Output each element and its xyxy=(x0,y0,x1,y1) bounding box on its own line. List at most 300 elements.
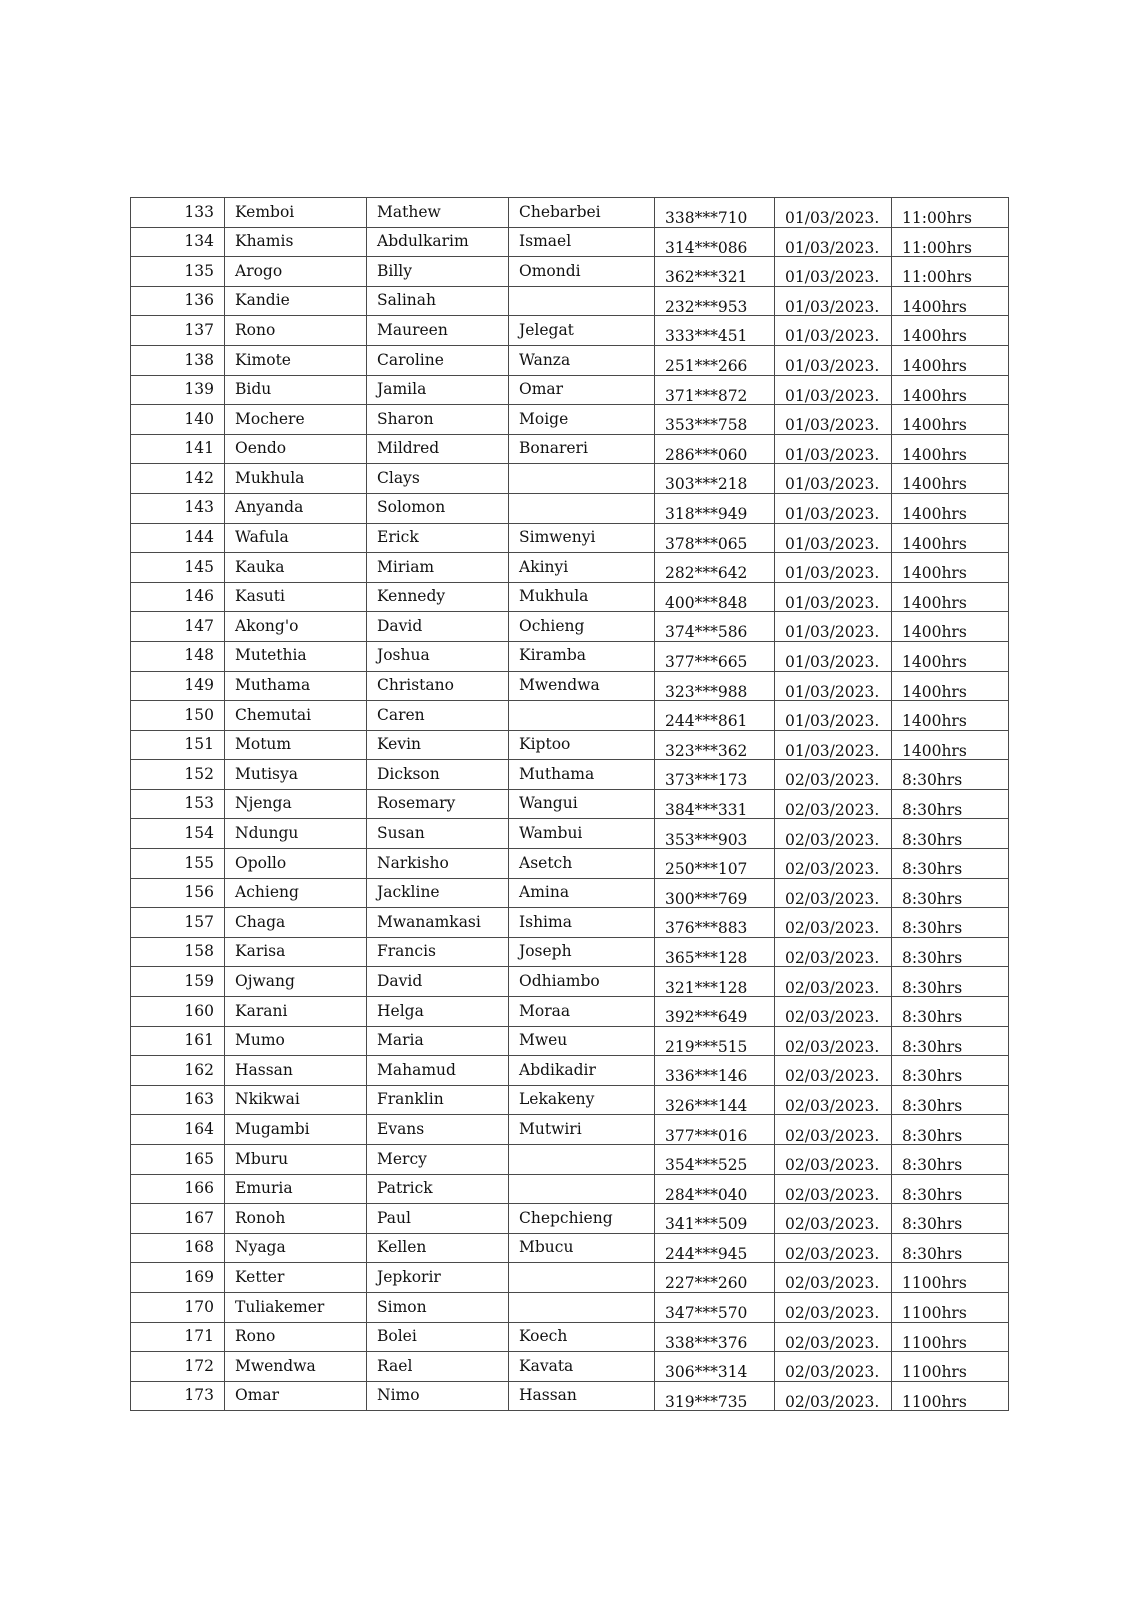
first-name-cell: Joshua xyxy=(367,641,509,671)
time-cell: 1100hrs xyxy=(892,1381,1009,1411)
time-cell: 1400hrs xyxy=(892,316,1009,346)
first-name-cell: Jamila xyxy=(367,375,509,405)
id-number-cell: 377***665 xyxy=(655,641,775,671)
id-number-cell: 321***128 xyxy=(655,967,775,997)
date-cell: 02/03/2023. xyxy=(775,1145,892,1175)
table-row xyxy=(131,582,1009,612)
first-name-cell: Jackline xyxy=(367,878,509,908)
id-number-cell: 374***586 xyxy=(655,612,775,642)
other-name-cell: Wambui xyxy=(509,819,655,849)
row-number-cell: 161 xyxy=(131,1026,225,1056)
other-name-cell: Mbucu xyxy=(509,1233,655,1263)
row-number-cell: 151 xyxy=(131,730,225,760)
other-name-cell xyxy=(509,1263,655,1293)
row-number-cell: 140 xyxy=(131,405,225,435)
id-number-cell: 323***988 xyxy=(655,671,775,701)
id-number-cell: 362***321 xyxy=(655,257,775,287)
first-name-cell: Helga xyxy=(367,997,509,1027)
surname-cell: Rono xyxy=(225,1322,367,1352)
date-cell: 01/03/2023. xyxy=(775,198,892,228)
first-name-cell: Clays xyxy=(367,464,509,494)
other-name-cell: Kiramba xyxy=(509,641,655,671)
surname-cell: Ojwang xyxy=(225,967,367,997)
roster-table xyxy=(130,197,1009,1411)
surname-cell: Njenga xyxy=(225,789,367,819)
surname-cell: Mutisya xyxy=(225,760,367,790)
surname-cell: Hassan xyxy=(225,1056,367,1086)
id-number-cell: 250***107 xyxy=(655,849,775,879)
row-number-cell: 146 xyxy=(131,582,225,612)
other-name-cell: Mutwiri xyxy=(509,1115,655,1145)
first-name-cell: Bolei xyxy=(367,1322,509,1352)
surname-cell: Akong'o xyxy=(225,612,367,642)
time-cell: 1400hrs xyxy=(892,464,1009,494)
id-number-cell: 303***218 xyxy=(655,464,775,494)
first-name-cell: Franklin xyxy=(367,1085,509,1115)
table-row xyxy=(131,227,1009,257)
date-cell: 01/03/2023. xyxy=(775,641,892,671)
row-number-cell: 166 xyxy=(131,1174,225,1204)
other-name-cell: Chebarbei xyxy=(509,198,655,228)
date-cell: 02/03/2023. xyxy=(775,1174,892,1204)
id-number-cell: 251***266 xyxy=(655,345,775,375)
surname-cell: Kasuti xyxy=(225,582,367,612)
id-number-cell: 371***872 xyxy=(655,375,775,405)
surname-cell: Arogo xyxy=(225,257,367,287)
table-row xyxy=(131,908,1009,938)
surname-cell: Karisa xyxy=(225,937,367,967)
row-number-cell: 145 xyxy=(131,553,225,583)
id-number-cell: 347***570 xyxy=(655,1292,775,1322)
surname-cell: Achieng xyxy=(225,878,367,908)
row-number-cell: 139 xyxy=(131,375,225,405)
date-cell: 02/03/2023. xyxy=(775,878,892,908)
row-number-cell: 162 xyxy=(131,1056,225,1086)
other-name-cell xyxy=(509,286,655,316)
time-cell: 8:30hrs xyxy=(892,1085,1009,1115)
id-number-cell: 286***060 xyxy=(655,434,775,464)
time-cell: 1400hrs xyxy=(892,582,1009,612)
time-cell: 8:30hrs xyxy=(892,1145,1009,1175)
first-name-cell: Solomon xyxy=(367,493,509,523)
other-name-cell: Odhiambo xyxy=(509,967,655,997)
first-name-cell: Mwanamkasi xyxy=(367,908,509,938)
id-number-cell: 353***758 xyxy=(655,405,775,435)
surname-cell: Nkikwai xyxy=(225,1085,367,1115)
time-cell: 8:30hrs xyxy=(892,1056,1009,1086)
first-name-cell: Kevin xyxy=(367,730,509,760)
id-number-cell: 319***735 xyxy=(655,1381,775,1411)
other-name-cell: Simwenyi xyxy=(509,523,655,553)
roster-table-body xyxy=(131,198,1009,1411)
date-cell: 01/03/2023. xyxy=(775,730,892,760)
table-row xyxy=(131,1233,1009,1263)
other-name-cell xyxy=(509,1174,655,1204)
date-cell: 02/03/2023. xyxy=(775,937,892,967)
other-name-cell: Kavata xyxy=(509,1352,655,1382)
time-cell: 8:30hrs xyxy=(892,937,1009,967)
date-cell: 01/03/2023. xyxy=(775,523,892,553)
table-row xyxy=(131,1145,1009,1175)
first-name-cell: Caroline xyxy=(367,345,509,375)
id-number-cell: 232***953 xyxy=(655,286,775,316)
time-cell: 8:30hrs xyxy=(892,997,1009,1027)
row-number-cell: 169 xyxy=(131,1263,225,1293)
time-cell: 1400hrs xyxy=(892,405,1009,435)
other-name-cell: Joseph xyxy=(509,937,655,967)
other-name-cell xyxy=(509,1292,655,1322)
id-number-cell: 377***016 xyxy=(655,1115,775,1145)
row-number-cell: 156 xyxy=(131,878,225,908)
surname-cell: Emuria xyxy=(225,1174,367,1204)
first-name-cell: Francis xyxy=(367,937,509,967)
first-name-cell: Sharon xyxy=(367,405,509,435)
time-cell: 1400hrs xyxy=(892,286,1009,316)
time-cell: 1400hrs xyxy=(892,434,1009,464)
other-name-cell xyxy=(509,464,655,494)
other-name-cell: Mukhula xyxy=(509,582,655,612)
table-row xyxy=(131,1322,1009,1352)
id-number-cell: 365***128 xyxy=(655,937,775,967)
id-number-cell: 378***065 xyxy=(655,523,775,553)
table-row xyxy=(131,316,1009,346)
date-cell: 02/03/2023. xyxy=(775,1292,892,1322)
date-cell: 01/03/2023. xyxy=(775,434,892,464)
first-name-cell: Mildred xyxy=(367,434,509,464)
other-name-cell: Jelegat xyxy=(509,316,655,346)
date-cell: 02/03/2023. xyxy=(775,1204,892,1234)
other-name-cell: Chepchieng xyxy=(509,1204,655,1234)
time-cell: 8:30hrs xyxy=(892,908,1009,938)
id-number-cell: 338***710 xyxy=(655,198,775,228)
time-cell: 1100hrs xyxy=(892,1322,1009,1352)
time-cell: 1400hrs xyxy=(892,345,1009,375)
table-row xyxy=(131,937,1009,967)
row-number-cell: 154 xyxy=(131,819,225,849)
other-name-cell xyxy=(509,701,655,731)
time-cell: 8:30hrs xyxy=(892,1026,1009,1056)
row-number-cell: 155 xyxy=(131,849,225,879)
time-cell: 1400hrs xyxy=(892,523,1009,553)
time-cell: 1400hrs xyxy=(892,553,1009,583)
date-cell: 02/03/2023. xyxy=(775,1322,892,1352)
date-cell: 01/03/2023. xyxy=(775,612,892,642)
first-name-cell: Susan xyxy=(367,819,509,849)
surname-cell: Omar xyxy=(225,1381,367,1411)
other-name-cell: Abdikadir xyxy=(509,1056,655,1086)
date-cell: 02/03/2023. xyxy=(775,1263,892,1293)
id-number-cell: 400***848 xyxy=(655,582,775,612)
row-number-cell: 157 xyxy=(131,908,225,938)
id-number-cell: 373***173 xyxy=(655,760,775,790)
first-name-cell: Billy xyxy=(367,257,509,287)
row-number-cell: 153 xyxy=(131,789,225,819)
row-number-cell: 138 xyxy=(131,345,225,375)
time-cell: 11:00hrs xyxy=(892,198,1009,228)
table-row xyxy=(131,819,1009,849)
surname-cell: Rono xyxy=(225,316,367,346)
date-cell: 02/03/2023. xyxy=(775,1085,892,1115)
other-name-cell: Kiptoo xyxy=(509,730,655,760)
date-cell: 01/03/2023. xyxy=(775,405,892,435)
row-number-cell: 147 xyxy=(131,612,225,642)
first-name-cell: Erick xyxy=(367,523,509,553)
row-number-cell: 152 xyxy=(131,760,225,790)
row-number-cell: 144 xyxy=(131,523,225,553)
other-name-cell: Omar xyxy=(509,375,655,405)
surname-cell: Karani xyxy=(225,997,367,1027)
time-cell: 8:30hrs xyxy=(892,1174,1009,1204)
surname-cell: Muthama xyxy=(225,671,367,701)
other-name-cell: Ishima xyxy=(509,908,655,938)
surname-cell: Ketter xyxy=(225,1263,367,1293)
date-cell: 01/03/2023. xyxy=(775,464,892,494)
first-name-cell: Jepkorir xyxy=(367,1263,509,1293)
id-number-cell: 326***144 xyxy=(655,1085,775,1115)
surname-cell: Kauka xyxy=(225,553,367,583)
row-number-cell: 171 xyxy=(131,1322,225,1352)
first-name-cell: David xyxy=(367,612,509,642)
table-row xyxy=(131,1263,1009,1293)
other-name-cell xyxy=(509,1145,655,1175)
row-number-cell: 141 xyxy=(131,434,225,464)
surname-cell: Mutethia xyxy=(225,641,367,671)
other-name-cell: Asetch xyxy=(509,849,655,879)
time-cell: 1400hrs xyxy=(892,730,1009,760)
id-number-cell: 300***769 xyxy=(655,878,775,908)
date-cell: 01/03/2023. xyxy=(775,345,892,375)
row-number-cell: 173 xyxy=(131,1381,225,1411)
surname-cell: Motum xyxy=(225,730,367,760)
table-row xyxy=(131,257,1009,287)
table-row xyxy=(131,1026,1009,1056)
surname-cell: Tuliakemer xyxy=(225,1292,367,1322)
time-cell: 11:00hrs xyxy=(892,257,1009,287)
table-row xyxy=(131,730,1009,760)
surname-cell: Ronoh xyxy=(225,1204,367,1234)
date-cell: 01/03/2023. xyxy=(775,493,892,523)
other-name-cell: Omondi xyxy=(509,257,655,287)
surname-cell: Mochere xyxy=(225,405,367,435)
other-name-cell: Ochieng xyxy=(509,612,655,642)
date-cell: 01/03/2023. xyxy=(775,582,892,612)
date-cell: 01/03/2023. xyxy=(775,316,892,346)
first-name-cell: Mathew xyxy=(367,198,509,228)
id-number-cell: 353***903 xyxy=(655,819,775,849)
surname-cell: Bidu xyxy=(225,375,367,405)
row-number-cell: 170 xyxy=(131,1292,225,1322)
other-name-cell: Ismael xyxy=(509,227,655,257)
time-cell: 8:30hrs xyxy=(892,849,1009,879)
first-name-cell: Mercy xyxy=(367,1145,509,1175)
row-number-cell: 137 xyxy=(131,316,225,346)
row-number-cell: 148 xyxy=(131,641,225,671)
row-number-cell: 158 xyxy=(131,937,225,967)
first-name-cell: Maria xyxy=(367,1026,509,1056)
table-row xyxy=(131,701,1009,731)
surname-cell: Mugambi xyxy=(225,1115,367,1145)
row-number-cell: 168 xyxy=(131,1233,225,1263)
date-cell: 02/03/2023. xyxy=(775,967,892,997)
table-row xyxy=(131,1381,1009,1411)
time-cell: 1400hrs xyxy=(892,612,1009,642)
id-number-cell: 333***451 xyxy=(655,316,775,346)
date-cell: 01/03/2023. xyxy=(775,286,892,316)
time-cell: 1400hrs xyxy=(892,493,1009,523)
surname-cell: Chaga xyxy=(225,908,367,938)
surname-cell: Mumo xyxy=(225,1026,367,1056)
table-row xyxy=(131,789,1009,819)
table-row xyxy=(131,493,1009,523)
table-row xyxy=(131,1352,1009,1382)
surname-cell: Chemutai xyxy=(225,701,367,731)
id-number-cell: 318***949 xyxy=(655,493,775,523)
time-cell: 8:30hrs xyxy=(892,760,1009,790)
first-name-cell: Patrick xyxy=(367,1174,509,1204)
date-cell: 02/03/2023. xyxy=(775,760,892,790)
first-name-cell: Caren xyxy=(367,701,509,731)
row-number-cell: 142 xyxy=(131,464,225,494)
row-number-cell: 160 xyxy=(131,997,225,1027)
time-cell: 8:30hrs xyxy=(892,1115,1009,1145)
table-row xyxy=(131,286,1009,316)
surname-cell: Mukhula xyxy=(225,464,367,494)
date-cell: 02/03/2023. xyxy=(775,997,892,1027)
table-row xyxy=(131,760,1009,790)
date-cell: 02/03/2023. xyxy=(775,1056,892,1086)
surname-cell: Nyaga xyxy=(225,1233,367,1263)
time-cell: 1400hrs xyxy=(892,671,1009,701)
surname-cell: Ndungu xyxy=(225,819,367,849)
table-row xyxy=(131,1056,1009,1086)
id-number-cell: 284***040 xyxy=(655,1174,775,1204)
time-cell: 1100hrs xyxy=(892,1352,1009,1382)
row-number-cell: 164 xyxy=(131,1115,225,1145)
id-number-cell: 384***331 xyxy=(655,789,775,819)
other-name-cell: Wanza xyxy=(509,345,655,375)
id-number-cell: 338***376 xyxy=(655,1322,775,1352)
table-row xyxy=(131,1292,1009,1322)
first-name-cell: Kellen xyxy=(367,1233,509,1263)
time-cell: 8:30hrs xyxy=(892,1204,1009,1234)
table-row xyxy=(131,464,1009,494)
time-cell: 1400hrs xyxy=(892,701,1009,731)
id-number-cell: 227***260 xyxy=(655,1263,775,1293)
other-name-cell: Mweu xyxy=(509,1026,655,1056)
table-row xyxy=(131,345,1009,375)
other-name-cell xyxy=(509,493,655,523)
other-name-cell: Mwendwa xyxy=(509,671,655,701)
id-number-cell: 341***509 xyxy=(655,1204,775,1234)
other-name-cell: Moraa xyxy=(509,997,655,1027)
table-row xyxy=(131,1115,1009,1145)
surname-cell: Kimote xyxy=(225,345,367,375)
other-name-cell: Koech xyxy=(509,1322,655,1352)
row-number-cell: 135 xyxy=(131,257,225,287)
table-row xyxy=(131,375,1009,405)
table-row xyxy=(131,1204,1009,1234)
time-cell: 8:30hrs xyxy=(892,878,1009,908)
date-cell: 02/03/2023. xyxy=(775,1381,892,1411)
first-name-cell: Maureen xyxy=(367,316,509,346)
time-cell: 1100hrs xyxy=(892,1292,1009,1322)
first-name-cell: David xyxy=(367,967,509,997)
row-number-cell: 172 xyxy=(131,1352,225,1382)
row-number-cell: 163 xyxy=(131,1085,225,1115)
other-name-cell: Bonareri xyxy=(509,434,655,464)
table-row xyxy=(131,523,1009,553)
date-cell: 01/03/2023. xyxy=(775,553,892,583)
surname-cell: Wafula xyxy=(225,523,367,553)
date-cell: 02/03/2023. xyxy=(775,1233,892,1263)
table-row xyxy=(131,553,1009,583)
surname-cell: Mwendwa xyxy=(225,1352,367,1382)
other-name-cell: Hassan xyxy=(509,1381,655,1411)
table-row xyxy=(131,434,1009,464)
time-cell: 1400hrs xyxy=(892,375,1009,405)
surname-cell: Anyanda xyxy=(225,493,367,523)
time-cell: 8:30hrs xyxy=(892,819,1009,849)
date-cell: 02/03/2023. xyxy=(775,819,892,849)
row-number-cell: 136 xyxy=(131,286,225,316)
date-cell: 02/03/2023. xyxy=(775,789,892,819)
id-number-cell: 244***945 xyxy=(655,1233,775,1263)
first-name-cell: Mahamud xyxy=(367,1056,509,1086)
surname-cell: Oendo xyxy=(225,434,367,464)
first-name-cell: Miriam xyxy=(367,553,509,583)
table-row xyxy=(131,405,1009,435)
row-number-cell: 143 xyxy=(131,493,225,523)
date-cell: 02/03/2023. xyxy=(775,1115,892,1145)
first-name-cell: Salinah xyxy=(367,286,509,316)
row-number-cell: 159 xyxy=(131,967,225,997)
date-cell: 01/03/2023. xyxy=(775,375,892,405)
id-number-cell: 306***314 xyxy=(655,1352,775,1382)
first-name-cell: Nimo xyxy=(367,1381,509,1411)
other-name-cell: Wangui xyxy=(509,789,655,819)
time-cell: 11:00hrs xyxy=(892,227,1009,257)
id-number-cell: 219***515 xyxy=(655,1026,775,1056)
first-name-cell: Paul xyxy=(367,1204,509,1234)
first-name-cell: Simon xyxy=(367,1292,509,1322)
other-name-cell: Akinyi xyxy=(509,553,655,583)
table-row xyxy=(131,1085,1009,1115)
id-number-cell: 392***649 xyxy=(655,997,775,1027)
other-name-cell: Muthama xyxy=(509,760,655,790)
time-cell: 8:30hrs xyxy=(892,1233,1009,1263)
date-cell: 02/03/2023. xyxy=(775,1352,892,1382)
table-row xyxy=(131,198,1009,228)
time-cell: 1400hrs xyxy=(892,641,1009,671)
table-row xyxy=(131,641,1009,671)
other-name-cell: Amina xyxy=(509,878,655,908)
time-cell: 8:30hrs xyxy=(892,789,1009,819)
first-name-cell: Abdulkarim xyxy=(367,227,509,257)
row-number-cell: 165 xyxy=(131,1145,225,1175)
first-name-cell: Rosemary xyxy=(367,789,509,819)
row-number-cell: 149 xyxy=(131,671,225,701)
date-cell: 01/03/2023. xyxy=(775,701,892,731)
id-number-cell: 314***086 xyxy=(655,227,775,257)
table-row xyxy=(131,1174,1009,1204)
first-name-cell: Evans xyxy=(367,1115,509,1145)
date-cell: 01/03/2023. xyxy=(775,671,892,701)
first-name-cell: Rael xyxy=(367,1352,509,1382)
id-number-cell: 323***362 xyxy=(655,730,775,760)
table-row xyxy=(131,967,1009,997)
row-number-cell: 134 xyxy=(131,227,225,257)
table-row xyxy=(131,997,1009,1027)
